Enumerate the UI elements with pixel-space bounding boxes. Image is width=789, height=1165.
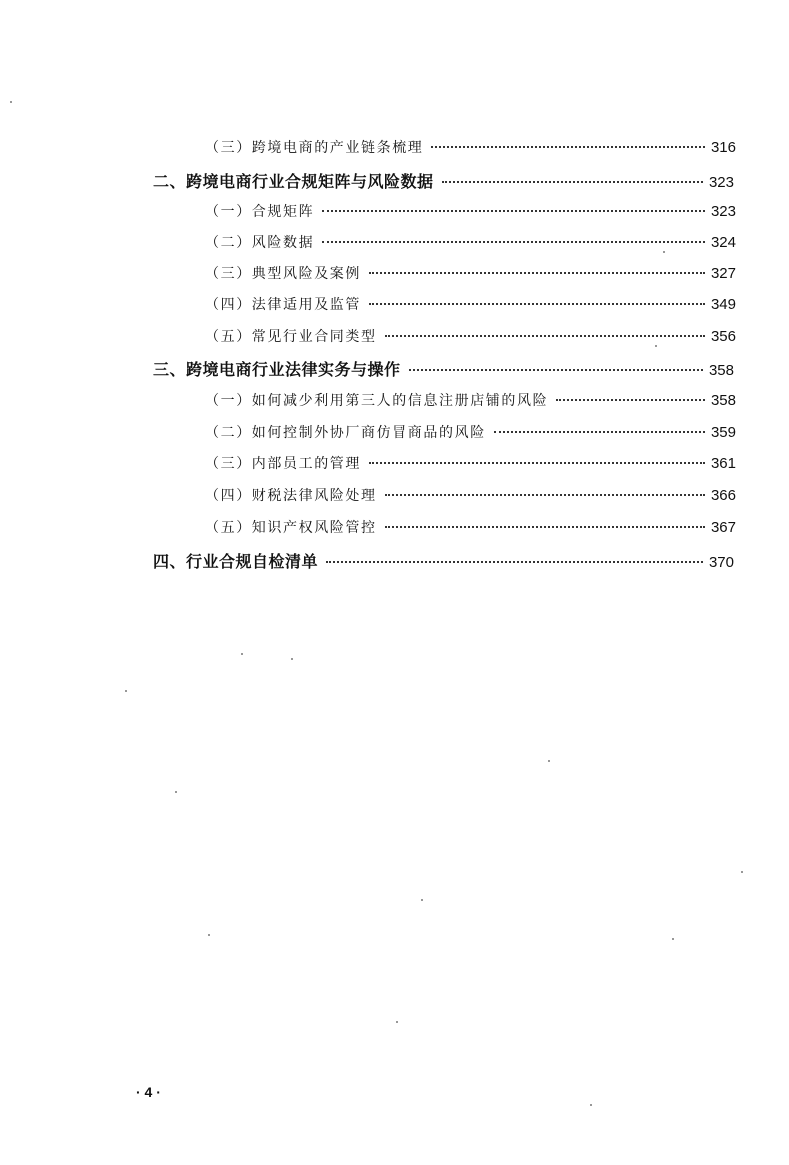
toc-entry-page: 370 <box>708 554 734 571</box>
toc-leader-dots <box>322 241 705 243</box>
toc-leader-dots <box>369 303 705 305</box>
scan-speck <box>175 791 177 793</box>
toc-entry-page: 356 <box>710 328 736 345</box>
toc-entry-title: 四、行业合规自检清单 <box>153 552 319 571</box>
toc-entry-page: 349 <box>710 296 736 313</box>
toc-entry[interactable] <box>205 517 736 537</box>
toc-entry[interactable] <box>205 294 736 314</box>
toc-entry[interactable] <box>205 326 736 346</box>
toc-entry-page: 367 <box>710 519 736 536</box>
toc-entry-page: 324 <box>710 234 736 251</box>
toc-entry[interactable] <box>205 390 736 410</box>
toc-entry-page: 366 <box>710 487 736 504</box>
toc-entry[interactable] <box>153 169 734 192</box>
toc-leader-dots <box>442 181 703 183</box>
scan-speck <box>125 690 127 692</box>
scan-speck <box>291 658 293 660</box>
scan-speck <box>208 934 210 936</box>
toc-entry[interactable] <box>205 263 736 283</box>
toc-entry-page: 323 <box>710 203 736 220</box>
scan-speck <box>672 938 674 940</box>
toc-entry-title: （五）知识产权风险管控 <box>205 520 377 536</box>
scan-speck <box>548 760 550 762</box>
scan-speck <box>655 345 657 347</box>
toc-entry[interactable] <box>205 137 736 157</box>
toc-leader-dots <box>385 526 705 528</box>
toc-leader-dots <box>431 146 705 148</box>
toc-entry-page: 359 <box>710 424 736 441</box>
toc-entry[interactable] <box>205 201 736 221</box>
toc-entry[interactable] <box>205 232 736 252</box>
toc-leader-dots <box>494 431 705 433</box>
scan-speck <box>421 899 423 901</box>
toc-entry[interactable] <box>153 357 734 380</box>
toc-entry-title: （三）跨境电商的产业链条梳理 <box>205 140 424 156</box>
toc-leader-dots <box>326 561 703 563</box>
toc-entry-page: 358 <box>708 362 734 379</box>
toc-entry-title: （四）财税法律风险处理 <box>205 488 377 504</box>
scan-speck <box>241 653 243 655</box>
toc-entry-title: 三、跨境电商行业法律实务与操作 <box>153 360 401 379</box>
toc-entry-page: 327 <box>710 265 736 282</box>
toc-entry[interactable] <box>153 549 734 572</box>
toc-entry[interactable] <box>205 422 736 442</box>
toc-entry-page: 358 <box>710 392 736 409</box>
toc-entry-title: （二）风险数据 <box>205 235 315 251</box>
toc-entry[interactable] <box>205 485 736 505</box>
toc-leader-dots <box>369 272 705 274</box>
toc-entry-title: 二、跨境电商行业合规矩阵与风险数据 <box>153 172 434 191</box>
scan-speck <box>741 871 743 873</box>
toc-entry-title: （五）常见行业合同类型 <box>205 329 377 345</box>
toc-entry-title: （三）典型风险及案例 <box>205 266 361 282</box>
toc-leader-dots <box>369 462 705 464</box>
toc-entry-title: （一）如何减少利用第三人的信息注册店铺的风险 <box>205 393 549 409</box>
toc-entry-page: 323 <box>708 174 734 191</box>
toc-leader-dots <box>556 399 705 401</box>
scan-speck <box>10 101 12 103</box>
toc-entry[interactable] <box>205 453 736 473</box>
toc-leader-dots <box>385 335 705 337</box>
scan-speck <box>590 1104 592 1106</box>
toc-entry-title: （三）内部员工的管理 <box>205 456 361 472</box>
page-number: · 4 · <box>136 1084 161 1100</box>
toc-entry-title: （二）如何控制外协厂商仿冒商品的风险 <box>205 425 486 441</box>
scan-speck <box>663 251 665 253</box>
toc-leader-dots <box>322 210 705 212</box>
toc-entry-title: （四）法律适用及监管 <box>205 297 361 313</box>
toc-entry-title: （一）合规矩阵 <box>205 204 315 220</box>
scan-speck <box>396 1021 398 1023</box>
toc-leader-dots <box>409 369 703 371</box>
toc-entry-page: 316 <box>710 139 736 156</box>
toc-entry-page: 361 <box>710 455 736 472</box>
toc-leader-dots <box>385 494 705 496</box>
